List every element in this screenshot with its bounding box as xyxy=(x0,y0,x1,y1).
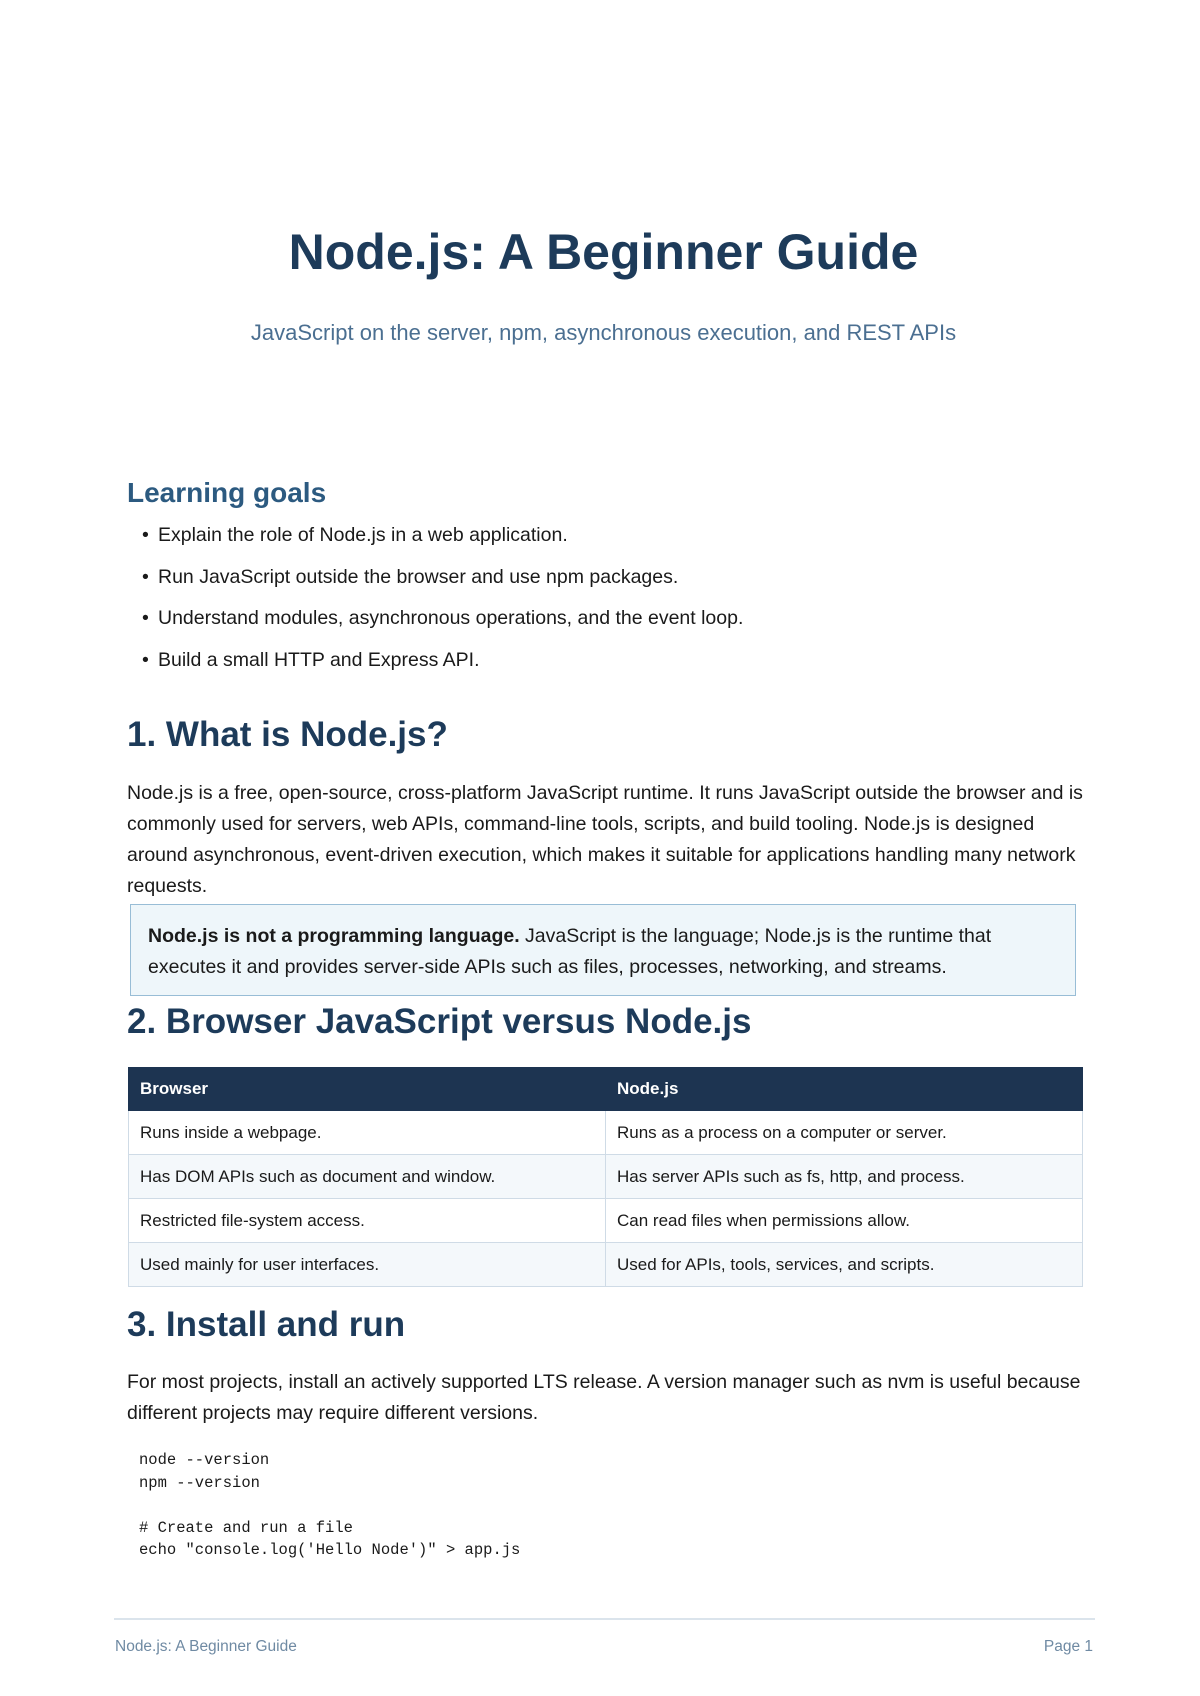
document-subtitle: JavaScript on the server, npm, asynchronous execution, and REST APIs xyxy=(250,320,957,345)
table-row xyxy=(129,1243,1083,1287)
section-1-paragraph: Node.js is a free, open-source, cross-platform JavaScript runtime. It runs JavaScript outside the browser and is commonly used for servers, web APIs, command-line tools, scripts, and build tooling. Node.js is designed around asynchronous, event-driven execution, which makes it suitable for applications handling many network requests. xyxy=(127,782,1083,897)
code-line: npm --version xyxy=(139,1473,260,1492)
table-row xyxy=(129,1155,1083,1199)
goal-text: Build a small HTTP and Express API. xyxy=(158,648,480,671)
code-line xyxy=(139,1494,520,1517)
bullet-icon: • xyxy=(142,648,149,671)
bullet-icon: • xyxy=(142,524,149,546)
learning-goals-heading: Learning goals xyxy=(127,477,327,508)
footer-document-title: Node.js: A Beginner Guide xyxy=(115,1638,297,1655)
code-line: node --version xyxy=(139,1451,270,1469)
table-cell: Runs inside a webpage. xyxy=(129,1111,606,1155)
callout-bold-text: Node.js is not a programming language. xyxy=(148,925,520,947)
goal-text: Explain the role of Node.js in a web application. xyxy=(158,524,568,546)
document-title: Node.js: A Beginner Guide xyxy=(288,224,919,280)
column-header-browser: Browser xyxy=(129,1068,606,1111)
table-row xyxy=(129,1111,1083,1155)
table-cell: Has DOM APIs such as document and window. xyxy=(129,1155,606,1199)
list-item xyxy=(142,520,743,562)
code-line: echo "console.log('Hello Node')" > app.js xyxy=(139,1541,521,1559)
callout-note xyxy=(130,904,1076,996)
section-3-heading: 3. Install and run xyxy=(127,1305,406,1344)
table-header-row xyxy=(129,1068,1083,1111)
table-row xyxy=(129,1199,1083,1243)
goal-text: Run JavaScript outside the browser and use npm packages. xyxy=(158,565,679,588)
section-1-heading: 1. What is Node.js? xyxy=(127,715,448,754)
list-item xyxy=(142,562,743,604)
table-cell: Used mainly for user interfaces. xyxy=(129,1243,606,1287)
footer-divider xyxy=(114,1618,1095,1620)
goal-text: Understand modules, asynchronous operations, and the event loop. xyxy=(158,607,744,629)
footer-page-number: Page 1 xyxy=(1043,1638,1093,1655)
table-cell: Runs as a process on a computer or server. xyxy=(606,1111,1083,1155)
table-cell: Can read files when permissions allow. xyxy=(606,1199,1083,1243)
table-cell: Has server APIs such as fs, http, and process. xyxy=(606,1155,1083,1199)
list-item xyxy=(142,603,743,645)
list-item xyxy=(142,645,743,687)
table-cell: Restricted file-system access. xyxy=(129,1199,606,1243)
callout-text: JavaScript is the language; Node.js is the runtime that executes it and provides server-side APIs such as files, processes, networking, and streams. xyxy=(148,925,992,978)
column-header-nodejs: Node.js xyxy=(606,1068,1083,1111)
bullet-icon: • xyxy=(142,565,149,588)
table-cell: Used for APIs, tools, services, and scripts. xyxy=(606,1243,1083,1287)
section-3-paragraph: For most projects, install an actively supported LTS release. A version manager such as nvm is useful because different projects may require different versions. xyxy=(127,1371,1081,1424)
bullet-icon: • xyxy=(142,607,149,629)
section-2-heading: 2. Browser JavaScript versus Node.js xyxy=(127,1002,752,1041)
code-line: # Create and run a file xyxy=(139,1518,353,1537)
learning-goals-list xyxy=(142,520,743,686)
code-block xyxy=(139,1449,520,1562)
comparison-table xyxy=(128,1067,1083,1287)
